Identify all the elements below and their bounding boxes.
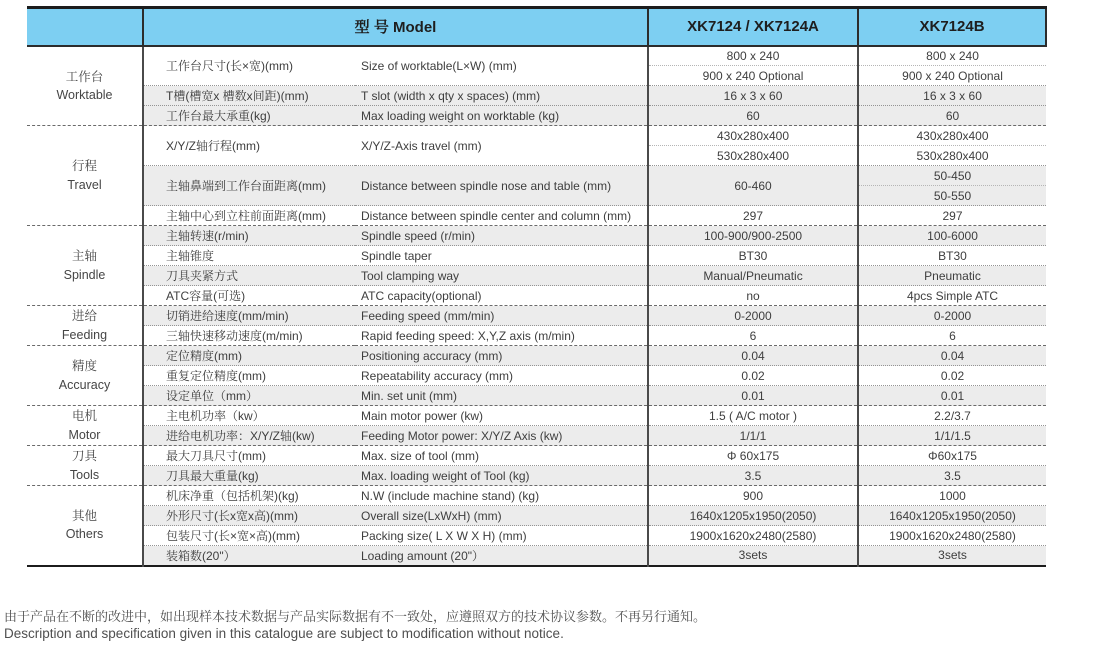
spec-label-zh: 三轴快速移动速度(m/min)	[143, 326, 355, 346]
category-label-en: Others	[65, 527, 104, 542]
spec-label-en: Feeding speed (mm/min)	[355, 306, 648, 326]
value-xk7124-xk7124a: 60	[648, 106, 858, 126]
spec-row	[27, 106, 1046, 126]
spec-label-zh: 机床净重（包括机架)(kg)	[143, 486, 355, 506]
value-xk7124-xk7124a: 1900x1620x2480(2580)	[648, 526, 858, 546]
value-xk7124-xk7124a: 0.02	[648, 366, 858, 386]
category-cell	[27, 446, 143, 486]
value-xk7124-xk7124a: 3.5	[648, 466, 858, 486]
value-xk7124b: 2.2/3.7	[858, 406, 1046, 426]
value-xk7124b: 800 x 240	[858, 46, 1046, 66]
value-xk7124-xk7124a: 0.04	[648, 346, 858, 366]
spec-label-en: T slot (width x qty x spaces) (mm)	[355, 86, 648, 106]
spec-label-en: Max. loading weight of Tool (kg)	[355, 466, 648, 486]
spec-row	[27, 386, 1046, 406]
value-xk7124-xk7124a: 100-900/900-2500	[648, 226, 858, 246]
spec-row	[27, 466, 1046, 486]
spec-row	[27, 406, 1046, 426]
spec-row	[27, 246, 1046, 266]
value-xk7124-xk7124a: 297	[648, 206, 858, 226]
value-xk7124-xk7124a: 16 x 3 x 60	[648, 86, 858, 106]
value-xk7124-xk7124a: 530x280x400	[648, 146, 858, 166]
spec-row	[27, 426, 1046, 446]
category-cell	[27, 226, 143, 306]
category-label-zh: 工作台	[65, 69, 104, 84]
value-xk7124b: 1/1/1.5	[858, 426, 1046, 446]
spec-label-zh: 切销进给速度(mm/min)	[143, 306, 355, 326]
spec-label-zh: X/Y/Z轴行程(mm)	[143, 126, 355, 166]
header-row	[27, 8, 1046, 46]
spec-row	[27, 46, 1046, 66]
spec-label-zh: 主轴锥度	[143, 246, 355, 266]
value-xk7124b: 50-550	[858, 186, 1046, 206]
value-xk7124-xk7124a: Manual/Pneumatic	[648, 266, 858, 286]
spec-label-en: Spindle taper	[355, 246, 648, 266]
spec-table	[27, 6, 1047, 567]
value-xk7124b: 0.02	[858, 366, 1046, 386]
category-label-zh: 进给	[71, 309, 97, 324]
category-cell	[27, 346, 143, 406]
header-model-a: XK7124 / XK7124A	[648, 8, 858, 46]
spec-label-en: Max. size of tool (mm)	[355, 446, 648, 466]
spec-row	[27, 206, 1046, 226]
value-xk7124-xk7124a: BT30	[648, 246, 858, 266]
spec-label-en: N.W (include machine stand) (kg)	[355, 486, 648, 506]
spec-row	[27, 286, 1046, 306]
category-cell	[27, 486, 143, 566]
value-xk7124b: 16 x 3 x 60	[858, 86, 1046, 106]
spec-label-zh: 主轴鼻端到工作台面距离(mm)	[143, 166, 355, 206]
value-xk7124b: 60	[858, 106, 1046, 126]
spec-label-en: Main motor power (kw)	[355, 406, 648, 426]
spec-label-zh: 装箱数(20"）	[143, 546, 355, 566]
spec-row	[27, 226, 1046, 246]
spec-row	[27, 526, 1046, 546]
spec-row	[27, 86, 1046, 106]
spec-label-zh: 主轴转速(r/min)	[143, 226, 355, 246]
spec-row	[27, 546, 1046, 566]
category-label-en: Worktable	[56, 87, 113, 102]
spec-label-en: ATC capacity(optional)	[355, 286, 648, 306]
value-xk7124b: 430x280x400	[858, 126, 1046, 146]
category-cell	[27, 306, 143, 346]
spec-label-zh: 工作台尺寸(长×宽)(mm)	[143, 46, 355, 86]
spec-label-zh: 主电机功率（kw）	[143, 406, 355, 426]
category-cell	[27, 406, 143, 446]
value-xk7124b: 100-6000	[858, 226, 1046, 246]
category-label-en: Spindle	[63, 267, 106, 282]
value-xk7124-xk7124a: no	[648, 286, 858, 306]
spec-label-zh: 进给电机功率：X/Y/Z轴(kw)	[143, 426, 355, 446]
spec-row	[27, 446, 1046, 466]
header-model-label: 型 号 Model	[143, 8, 648, 46]
category-cell	[27, 126, 143, 226]
value-xk7124-xk7124a: 1.5 ( A/C motor )	[648, 406, 858, 426]
value-xk7124b: 1000	[858, 486, 1046, 506]
spec-label-zh: 重复定位精度(mm)	[143, 366, 355, 386]
category-label-en: Motor	[68, 427, 101, 442]
spec-label-en: Loading amount (20"）	[355, 546, 648, 566]
value-xk7124-xk7124a: 800 x 240	[648, 46, 858, 66]
spec-label-en: Spindle speed (r/min)	[355, 226, 648, 246]
spec-row	[27, 366, 1046, 386]
spec-label-en: Distance between spindle center and column (mm)	[355, 206, 648, 226]
category-label-en: Accuracy	[58, 377, 111, 392]
value-xk7124b: 6	[858, 326, 1046, 346]
spec-label-en: Feeding Motor power: X/Y/Z Axis (kw)	[355, 426, 648, 446]
value-xk7124b: 0.04	[858, 346, 1046, 366]
spec-label-zh: 主轴中心到立柱前面距离(mm)	[143, 206, 355, 226]
value-xk7124b: 1640x1205x1950(2050)	[858, 506, 1046, 526]
spec-label-en: Distance between spindle nose and table (mm)	[355, 166, 648, 206]
value-xk7124-xk7124a: 6	[648, 326, 858, 346]
value-xk7124-xk7124a: 1640x1205x1950(2050)	[648, 506, 858, 526]
value-xk7124b: 900 x 240 Optional	[858, 66, 1046, 86]
spec-sheet	[27, 6, 1046, 567]
category-label-en: Tools	[69, 467, 100, 482]
spec-label-zh: 最大刀具尺寸(mm)	[143, 446, 355, 466]
header-model-b: XK7124B	[858, 8, 1046, 46]
category-label-zh: 电机	[71, 409, 97, 424]
spec-row	[27, 506, 1046, 526]
category-label-zh: 刀具	[71, 449, 97, 464]
header-blank-cell	[27, 8, 143, 46]
value-xk7124-xk7124a: 900 x 240 Optional	[648, 66, 858, 86]
value-xk7124b: 297	[858, 206, 1046, 226]
value-xk7124b: 4pcs Simple ATC	[858, 286, 1046, 306]
spec-label-zh: 外形尺寸(长x宽x高)(mm)	[143, 506, 355, 526]
spec-row	[27, 126, 1046, 146]
value-xk7124-xk7124a: Φ 60x175	[648, 446, 858, 466]
value-xk7124b: 1900x1620x2480(2580)	[858, 526, 1046, 546]
spec-label-zh: 刀具最大重量(kg)	[143, 466, 355, 486]
spec-row	[27, 326, 1046, 346]
spec-label-zh: ATC容量(可选)	[143, 286, 355, 306]
category-cell	[27, 46, 143, 126]
value-xk7124-xk7124a: 3sets	[648, 546, 858, 566]
spec-label-zh: 包装尺寸(长×宽×高)(mm)	[143, 526, 355, 546]
value-xk7124-xk7124a: 900	[648, 486, 858, 506]
value-xk7124b: BT30	[858, 246, 1046, 266]
value-xk7124b: 530x280x400	[858, 146, 1046, 166]
spec-label-en: Max loading weight on worktable (kg)	[355, 106, 648, 126]
value-xk7124-xk7124a: 1/1/1	[648, 426, 858, 446]
category-label-en: Feeding	[61, 327, 108, 342]
spec-label-en: Repeatability accuracy (mm)	[355, 366, 648, 386]
spec-label-en: Rapid feeding speed: X,Y,Z axis (m/min)	[355, 326, 648, 346]
value-xk7124b: 50-450	[858, 166, 1046, 186]
value-xk7124b: Φ60x175	[858, 446, 1046, 466]
footer-note-en: Description and specification given in this catalogue are subject to modification without notice.	[4, 626, 564, 641]
spec-label-zh: 工作台最大承重(kg)	[143, 106, 355, 126]
spec-label-en: Packing size( L X W X H) (mm)	[355, 526, 648, 546]
spec-label-en: X/Y/Z-Axis travel (mm)	[355, 126, 648, 166]
category-label-zh: 其他	[71, 509, 97, 524]
spec-row	[27, 306, 1046, 326]
spec-row	[27, 346, 1046, 366]
spec-label-en: Min. set unit (mm)	[355, 386, 648, 406]
spec-label-en: Tool clamping way	[355, 266, 648, 286]
value-xk7124b: 3.5	[858, 466, 1046, 486]
value-xk7124b: 3sets	[858, 546, 1046, 566]
value-xk7124-xk7124a: 0.01	[648, 386, 858, 406]
spec-label-en: Positioning accuracy (mm)	[355, 346, 648, 366]
category-label-zh: 主轴	[71, 249, 97, 264]
spec-row	[27, 166, 1046, 186]
spec-row	[27, 486, 1046, 506]
spec-label-zh: 定位精度(mm)	[143, 346, 355, 366]
footer-note-zh: 由于产品在不断的改进中，如出现样本技术数据与产品实际数据有不一致处，应遵照双方的技术协议参数。不再另行通知。	[4, 609, 707, 624]
spec-label-zh: T槽(槽宽x 槽数x间距)(mm)	[143, 86, 355, 106]
value-xk7124-xk7124a: 430x280x400	[648, 126, 858, 146]
category-label-en: Travel	[67, 177, 102, 192]
spec-label-zh: 设定单位（mm）	[143, 386, 355, 406]
value-xk7124-xk7124a: 60-460	[648, 166, 858, 206]
spec-row	[27, 266, 1046, 286]
spec-label-en: Overall size(LxWxH) (mm)	[355, 506, 648, 526]
spec-label-zh: 刀具夹紧方式	[143, 266, 355, 286]
spec-label-en: Size of worktable(L×W) (mm)	[355, 46, 648, 86]
category-label-zh: 精度	[71, 359, 97, 374]
spec-table-body	[27, 46, 1046, 566]
value-xk7124b: Pneumatic	[858, 266, 1046, 286]
value-xk7124b: 0.01	[858, 386, 1046, 406]
value-xk7124b: 0-2000	[858, 306, 1046, 326]
category-label-zh: 行程	[71, 159, 97, 174]
value-xk7124-xk7124a: 0-2000	[648, 306, 858, 326]
